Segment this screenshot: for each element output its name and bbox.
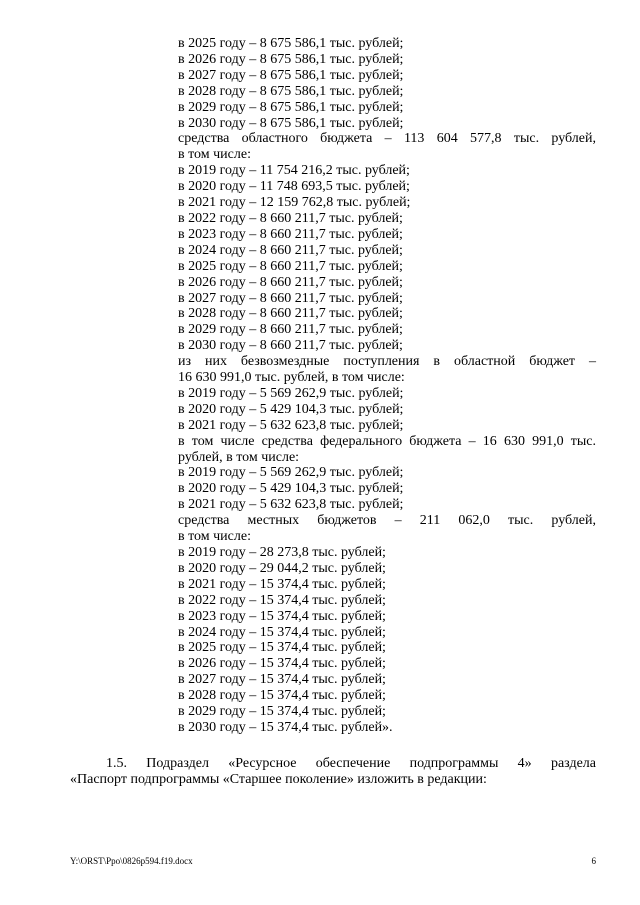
funding-line: в том числе средства федерального бюджета – 16 630 991,0 тыс. (178, 433, 596, 449)
funding-line: в 2026 году – 15 374,4 тыс. рублей; (178, 656, 386, 672)
funding-line: в 2021 году – 15 374,4 тыс. рублей; (178, 576, 386, 592)
funding-line: в 2019 году – 5 569 262,9 тыс. рублей; (178, 465, 404, 481)
funding-list (178, 36, 596, 736)
funding-line: в 2027 году – 15 374,4 тыс. рублей; (178, 672, 386, 688)
funding-line: в 2023 году – 15 374,4 тыс. рублей; (178, 608, 386, 624)
funding-line: в 2021 году – 5 632 623,8 тыс. рублей; (178, 497, 404, 513)
paragraph-line-2: «Паспорт подпрограммы «Старшее поколение» изложить в редакции: (70, 772, 487, 787)
funding-line: в 2022 году – 15 374,4 тыс. рублей; (178, 592, 386, 608)
funding-line: в 2027 году – 8 675 586,1 тыс. рублей; (178, 67, 404, 83)
funding-line: из них безвозмездные поступления в областной бюджет – (178, 354, 596, 370)
funding-line: в 2028 году – 15 374,4 тыс. рублей; (178, 688, 386, 704)
funding-line: средства местных бюджетов – 211 062,0 тыс. рублей, (178, 513, 596, 529)
funding-line: в 2028 году – 8 675 586,1 тыс. рублей; (178, 83, 404, 99)
funding-line: в том числе: (178, 529, 251, 545)
funding-line: в 2030 году – 8 675 586,1 тыс. рублей; (178, 115, 404, 131)
funding-line: в 2029 году – 8 675 586,1 тыс. рублей; (178, 99, 404, 115)
funding-line: в 2022 году – 8 660 211,7 тыс. рублей; (178, 210, 403, 226)
file-path: Y:\ORST\Ppo\0826p594.f19.docx (70, 856, 193, 866)
funding-line: в 2025 году – 8 675 586,1 тыс. рублей; (178, 36, 404, 51)
funding-line: в 2019 году – 28 273,8 тыс. рублей; (178, 545, 386, 560)
funding-line: в 2020 году – 5 429 104,3 тыс. рублей; (178, 481, 404, 497)
page-number: 6 (591, 856, 596, 866)
paragraph-line-1: 1.5. Подраздел «Ресурсное обеспечение подпрограммы 4» раздела (106, 756, 596, 771)
funding-line: в 2020 году – 29 044,2 тыс. рублей; (178, 560, 386, 576)
funding-line: в 2026 году – 8 660 211,7 тыс. рублей; (178, 274, 403, 290)
funding-line: в 2030 году – 8 660 211,7 тыс. рублей; (178, 338, 403, 354)
funding-line: в 2021 году – 5 632 623,8 тыс. рублей; (178, 417, 404, 433)
funding-line: рублей, в том числе: (178, 449, 300, 465)
funding-line: средства областного бюджета – 113 604 577,8 тыс. рублей, (178, 131, 596, 147)
funding-line: в 2023 году – 8 660 211,7 тыс. рублей; (178, 226, 403, 242)
funding-line: в 2024 году – 15 374,4 тыс. рублей; (178, 624, 386, 640)
funding-line: в 2019 году – 11 754 216,2 тыс. рублей; (178, 163, 410, 179)
funding-line: в 2029 году – 15 374,4 тыс. рублей; (178, 704, 386, 720)
funding-line: в 2021 году – 12 159 762,8 тыс. рублей; (178, 195, 411, 211)
funding-line: в 2025 году – 15 374,4 тыс. рублей; (178, 640, 386, 656)
funding-line: в 2025 году – 8 660 211,7 тыс. рублей; (178, 258, 403, 274)
funding-line: в 2024 году – 8 660 211,7 тыс. рублей; (178, 242, 403, 258)
funding-line: в 2026 году – 8 675 586,1 тыс. рублей; (178, 51, 404, 67)
funding-line: в том числе: (178, 147, 251, 163)
section-paragraph (70, 756, 596, 788)
funding-line: 16 630 991,0 тыс. рублей, в том числе: (178, 370, 405, 386)
funding-line: в 2030 году – 15 374,4 тыс. рублей». (178, 719, 393, 735)
funding-line: в 2027 году – 8 660 211,7 тыс. рублей; (178, 290, 403, 306)
funding-line: в 2028 году – 8 660 211,7 тыс. рублей; (178, 306, 403, 322)
funding-line: в 2020 году – 5 429 104,3 тыс. рублей; (178, 401, 404, 417)
funding-line: в 2029 году – 8 660 211,7 тыс. рублей; (178, 322, 403, 338)
funding-line: в 2020 году – 11 748 693,5 тыс. рублей; (178, 179, 410, 195)
funding-line: в 2019 году – 5 569 262,9 тыс. рублей; (178, 385, 404, 401)
